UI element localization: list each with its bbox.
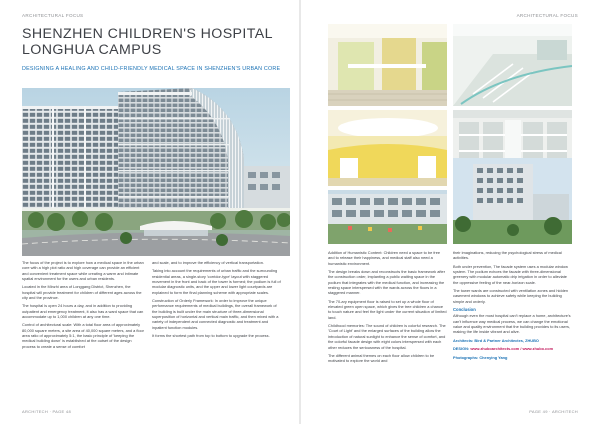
article-title: SHENZHEN CHILDREN'S HOSPITAL LONGHUA CAMPUS bbox=[22, 26, 273, 58]
staircase-photo bbox=[453, 24, 572, 106]
article-subtitle: DESIGNING A HEALING AND CHILD-FRIENDLY MEDICAL SPACE IN SHENZHEN'S URBAN CORE bbox=[22, 66, 281, 72]
footer-left: ARCHITECH · PAGE 48 bbox=[22, 409, 71, 414]
body-column-4: their imaginations, reducing the psychological stress of medical activities. Both under prevention, The facade system uses a modular window system. The podium echoes the facade with three-dimensional greenery with modular automatic drip irrigation in order to alleviate the oppressive feeling of the near-horizon scale. The tower wards are constructed with ventilation zones and hidden casement windows to achieve safety while keeping the building simple and orderly. Conclusion Although even the most hospital can't replace a home, architecture's can't influence way medical process, we can change the emotional value and quality environment that the building provides to its users, making the life inside vibrant and alive. Architects: Bird & Partner Architectes, ZHUBO DESIGN: www.zhuboarchitects.com / www.zhubo.com Photographs: Chenying Yang bbox=[453, 250, 573, 363]
section-label-left: ARCHITECTURAL FOCUS bbox=[22, 13, 84, 18]
body-column-3: Addition of Humanistic Content: Children need a space to be free and to release their happiness, and medical staff also need a humanistic environment. The design breaks down and reconstructs the basic framework after the construction order, implanting a public waiting space in the podium that integrates with the medical function, and increasing the resting space interspersed with the wards across the floors in a staggered manner. The 70-ary equipment floor is raised to set up a whole floor of elevated green open space, which gives the tree children a chance to touch nature and feel the light under the current situation of limited land. Childhood memories: The sound of children is colorful research. The 'Court of Light' and the enlarged surfaces of the building allow the introduction of natural sunlight to enhance the sense of comfort, and the colorful facade design with eight colors interspersed with each other reduces the seriousness of the hospital. The different animal themes on each floor allow children to be motivated to explore the world and bbox=[328, 250, 447, 364]
conclusion-text: Although even the most hospital can't replace a home, architecture's can't influence way medical process, we can change the emotional value and quality environment that the building provides to its users, making the life inside vibrant and alive. bbox=[453, 313, 571, 335]
right-page bbox=[300, 0, 600, 424]
body-column-2: and scale, and to improve the efficiency of vertical transportation. Taking into account the requirements of urban traffic and the surrounding residential areas, a single-story 'corridor-type' layout with staggered movement in the front and back of the tower is formed; the podium is full of modular diagnostic units, and the upper and lower light courtyards are explained to form the final planning scheme with appropriate scales. Construction of Orderly Framework: In order to improve the unique performance requirements of medical buildings, the overall framework of the building is built under the main structure of three-dimensional superposition of horizontal and vertical main traffic, and then mixed with a variety of independent and connected diagnostic and treatment and inpatient function modules. It forms the shortest path from top to bottom to upgrade the process. bbox=[152, 260, 281, 339]
section-label-right: ARCHITECTURAL FOCUS bbox=[516, 13, 578, 18]
design-label: DESIGN: bbox=[453, 346, 470, 352]
spine-gutter bbox=[299, 0, 301, 424]
design-link[interactable]: www.zhuboarchitects.com / www.zhubo.com bbox=[470, 346, 554, 352]
interior-corridor-photo bbox=[328, 24, 447, 106]
photo-credit: Photographs: Chenying Yang bbox=[453, 354, 508, 360]
facade-detail-photo bbox=[328, 190, 447, 244]
footer-right: PAGE 49 · ARCHITECH bbox=[529, 409, 578, 414]
body-column-1: The focus of the project is to explore how a medical space in the urban core with a high plot ratio and high coverage can provide an efficient and convenient treatment space while creating a warm and intimate spatial environment for the users and urban residents. Located in the Minzhi area of Longgang District, Shenzhen, the hospital will provide treatment for children of different ages across the city and the province. The hospital is open 24 hours a day, and in addition to providing outpatient and emergency treatment, it also has a ward space that can accommodate up to 1,000 children at any one time. Control of architectural scale: With a total floor area of approximately 80,000 square meters, a site area of 40,000 square meters, and a floor area ratio of approximately 5:1, the basic principle of 'keeping the medical building down' is established at the outset of the design process to create a sense of comfort bbox=[22, 260, 144, 349]
tower-exterior-photo bbox=[453, 158, 572, 244]
yellow-interior-photo bbox=[328, 110, 447, 186]
architects-credit: Architects: Bird & Partner Architectes, ZHUBO bbox=[453, 337, 539, 343]
hospital-facade-photo bbox=[22, 88, 290, 256]
conclusion-heading: Conclusion bbox=[453, 307, 476, 313]
